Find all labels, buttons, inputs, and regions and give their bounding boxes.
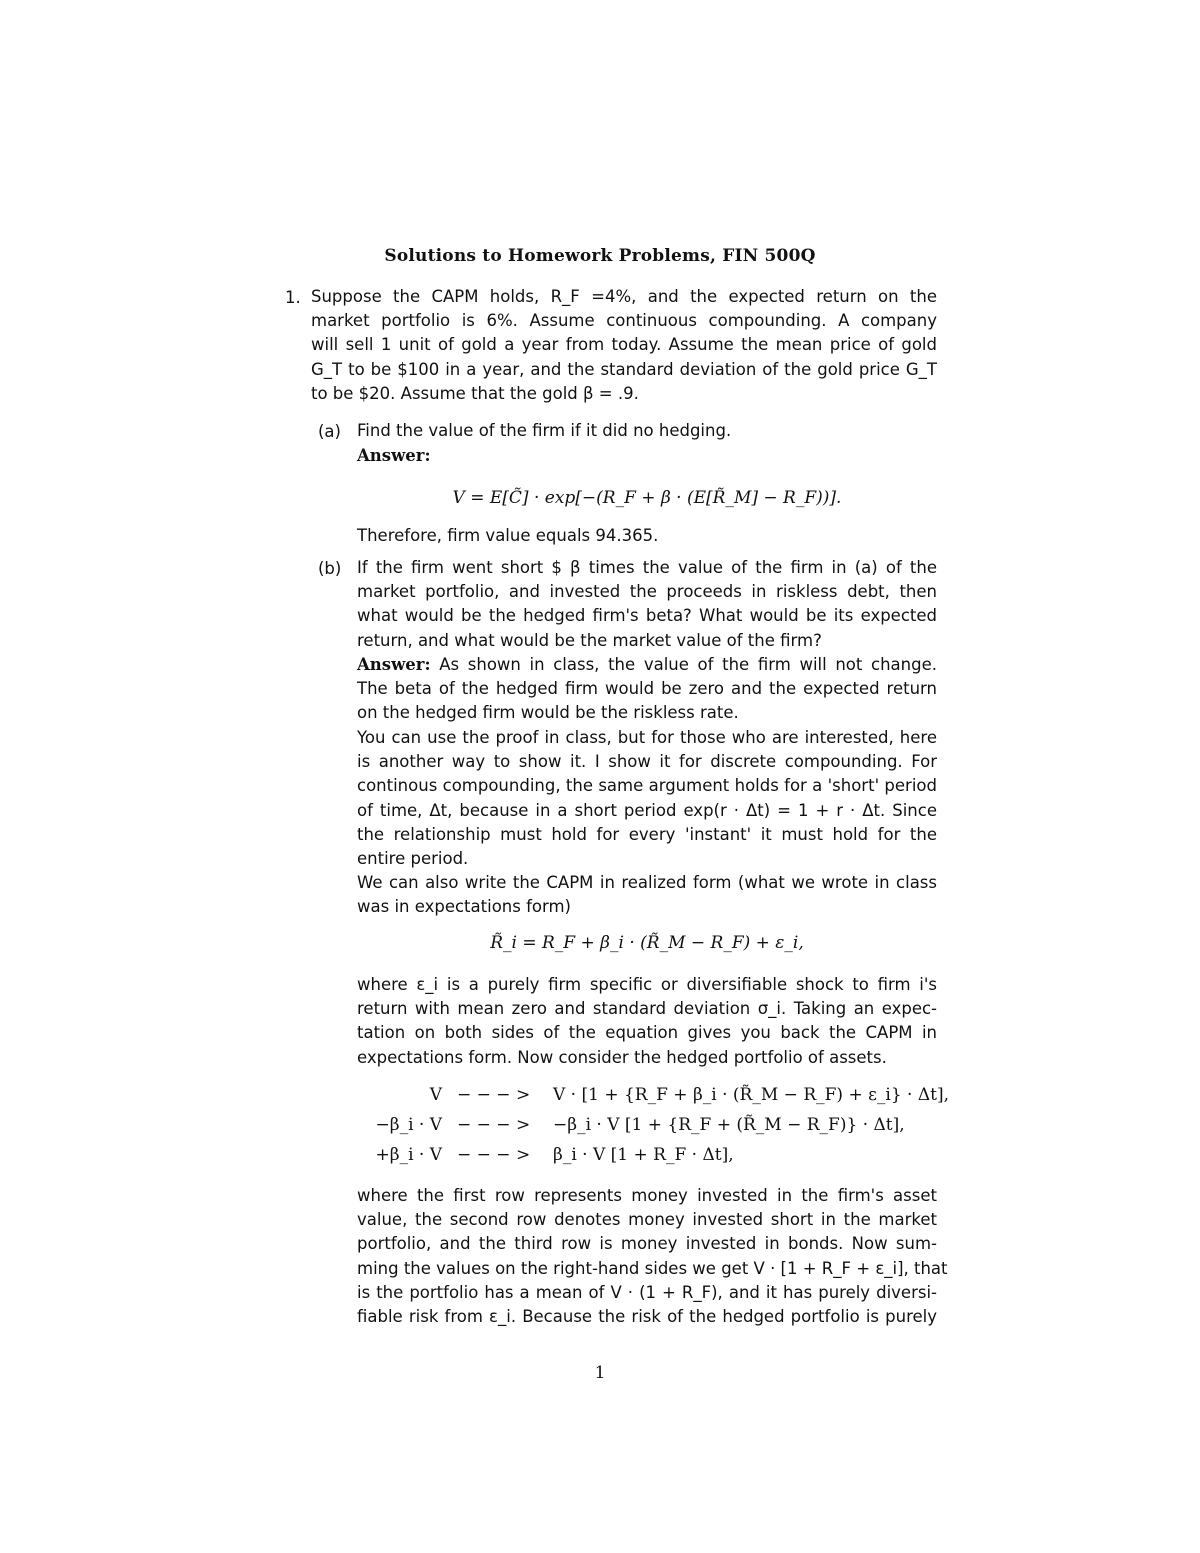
problem-line: to be $20. Assume that the gold β = .9. — [311, 383, 639, 403]
part-b-question-line: If the firm went short $ β times the value of the firm in (a) of the — [357, 558, 937, 577]
problem-line: market portfolio is 6%. Assume continuous compounding. A company — [311, 311, 937, 331]
table-row-right: V · [1 + {R_F + β_i · (R̃_M − R_F) + ε_i} · Δt], — [553, 1085, 950, 1105]
part-b-question-line: what would be the hedged firm's beta? What would be its expected — [357, 606, 937, 626]
realized-line: was in expectations form) — [357, 897, 571, 917]
part-b-answer — [357, 653, 937, 726]
table-row-left: −β_i · V — [375, 1115, 442, 1135]
capm-realized-equation: R̃_i = R_F + β_i · (R̃_M − R_F) + ε_i, — [490, 933, 804, 953]
proof-line: continous compounding, the same argument holds for a 'short' period — [357, 776, 937, 796]
part-b-answer-line — [357, 653, 937, 677]
final-line: is the portfolio has a mean of V · (1 + R_F), and it has purely diversi- — [357, 1282, 937, 1302]
final-line: value, the second row denotes money invested short in the market — [357, 1210, 937, 1230]
part-b-answer-text: As shown in class, the value of the firm will not change. — [430, 655, 937, 674]
table-row-left: +β_i · V — [375, 1145, 442, 1165]
final-line: where the first row represents money invested in the firm's asset — [357, 1186, 937, 1205]
table-row-arrow: − − − > — [457, 1085, 531, 1105]
proof-line: of time, Δt, because in a short period exp(r · Δt) = 1 + r · Δt. Since — [357, 800, 937, 820]
part-a-answer-label: Answer: — [357, 446, 431, 465]
proof-line: entire period. — [357, 849, 469, 869]
where-line: expectations form. Now consider the hedged portfolio of assets. — [357, 1047, 887, 1067]
part-a-conclusion — [357, 524, 937, 548]
final-line: ming the values on the right-hand sides we get V · [1 + R_F + ε_i], that — [357, 1258, 948, 1278]
part-a-question — [357, 419, 937, 443]
where-line: tation on both sides of the equation gives you back the CAPM in — [357, 1023, 937, 1043]
part-b-final — [357, 1184, 948, 1329]
problem-number: 1. — [285, 288, 301, 307]
part-a-question-text: Find the value of the firm if it did no hedging. — [357, 421, 732, 440]
where-line: where ε_i is a purely firm specific or diversifiable shock to firm i's — [357, 975, 937, 994]
table-row-arrow: − − − > — [457, 1145, 531, 1165]
document-title: Solutions to Homework Problems, FIN 500Q — [384, 246, 816, 266]
part-b-proof — [357, 726, 937, 871]
part-b-answer-line: The beta of the hedged firm would be zero and the expected return — [357, 679, 937, 699]
problem-line: G_T to be $100 in a year, and the standard deviation of the gold price G_T — [311, 359, 937, 379]
part-b-question-line: market portfolio, and invested the proceeds in riskless debt, then — [357, 582, 937, 602]
problem-line: will sell 1 unit of gold a year from today. Assume the mean price of gold — [311, 335, 937, 355]
where-line: return with mean zero and standard deviation σ_i. Taking an expec- — [357, 999, 937, 1019]
realized-line: We can also write the CAPM in realized form (what we wrote in class — [357, 873, 937, 892]
part-a-label: (a) — [318, 422, 341, 441]
proof-line: is another way to show it. I show it for discrete compounding. For — [357, 752, 937, 772]
part-b-question — [357, 556, 937, 653]
problem-statement — [311, 285, 937, 406]
value-equation: V = E[C̃] · exp[−(R_F + β · (E[R̃_M] − R_F))]. — [452, 488, 842, 508]
table-row-left: V — [429, 1085, 442, 1105]
table-row-right: β_i · V [1 + R_F · Δt], — [553, 1145, 734, 1165]
part-b-realized — [357, 871, 937, 919]
table-row-right: −β_i · V [1 + {R_F + (R̃_M − R_F)} · Δt], — [553, 1115, 905, 1135]
page-number: 1 — [594, 1363, 606, 1383]
proof-line: You can use the proof in class, but for those who are interested, here — [357, 728, 937, 747]
proof-line: the relationship must hold for every 'instant' it must hold for the — [357, 824, 937, 844]
part-b-answer-label: Answer: — [357, 655, 431, 674]
final-line: fiable risk from ε_i. Because the risk of the hedged portfolio is purely — [357, 1307, 937, 1327]
problem-line: Suppose the CAPM holds, R_F =4%, and the expected return on the — [311, 287, 937, 306]
table-row-arrow: − − − > — [457, 1115, 531, 1135]
final-line: portfolio, and the third row is money invested in bonds. Now sum- — [357, 1234, 937, 1254]
part-a-conclusion-text: Therefore, firm value equals 94.365. — [357, 526, 659, 545]
part-b-question-line: return, and what would be the market value of the firm? — [357, 630, 822, 650]
part-b-where — [357, 973, 937, 1070]
part-b-label: (b) — [318, 559, 342, 578]
part-b-answer-line: on the hedged firm would be the riskless rate. — [357, 703, 739, 723]
